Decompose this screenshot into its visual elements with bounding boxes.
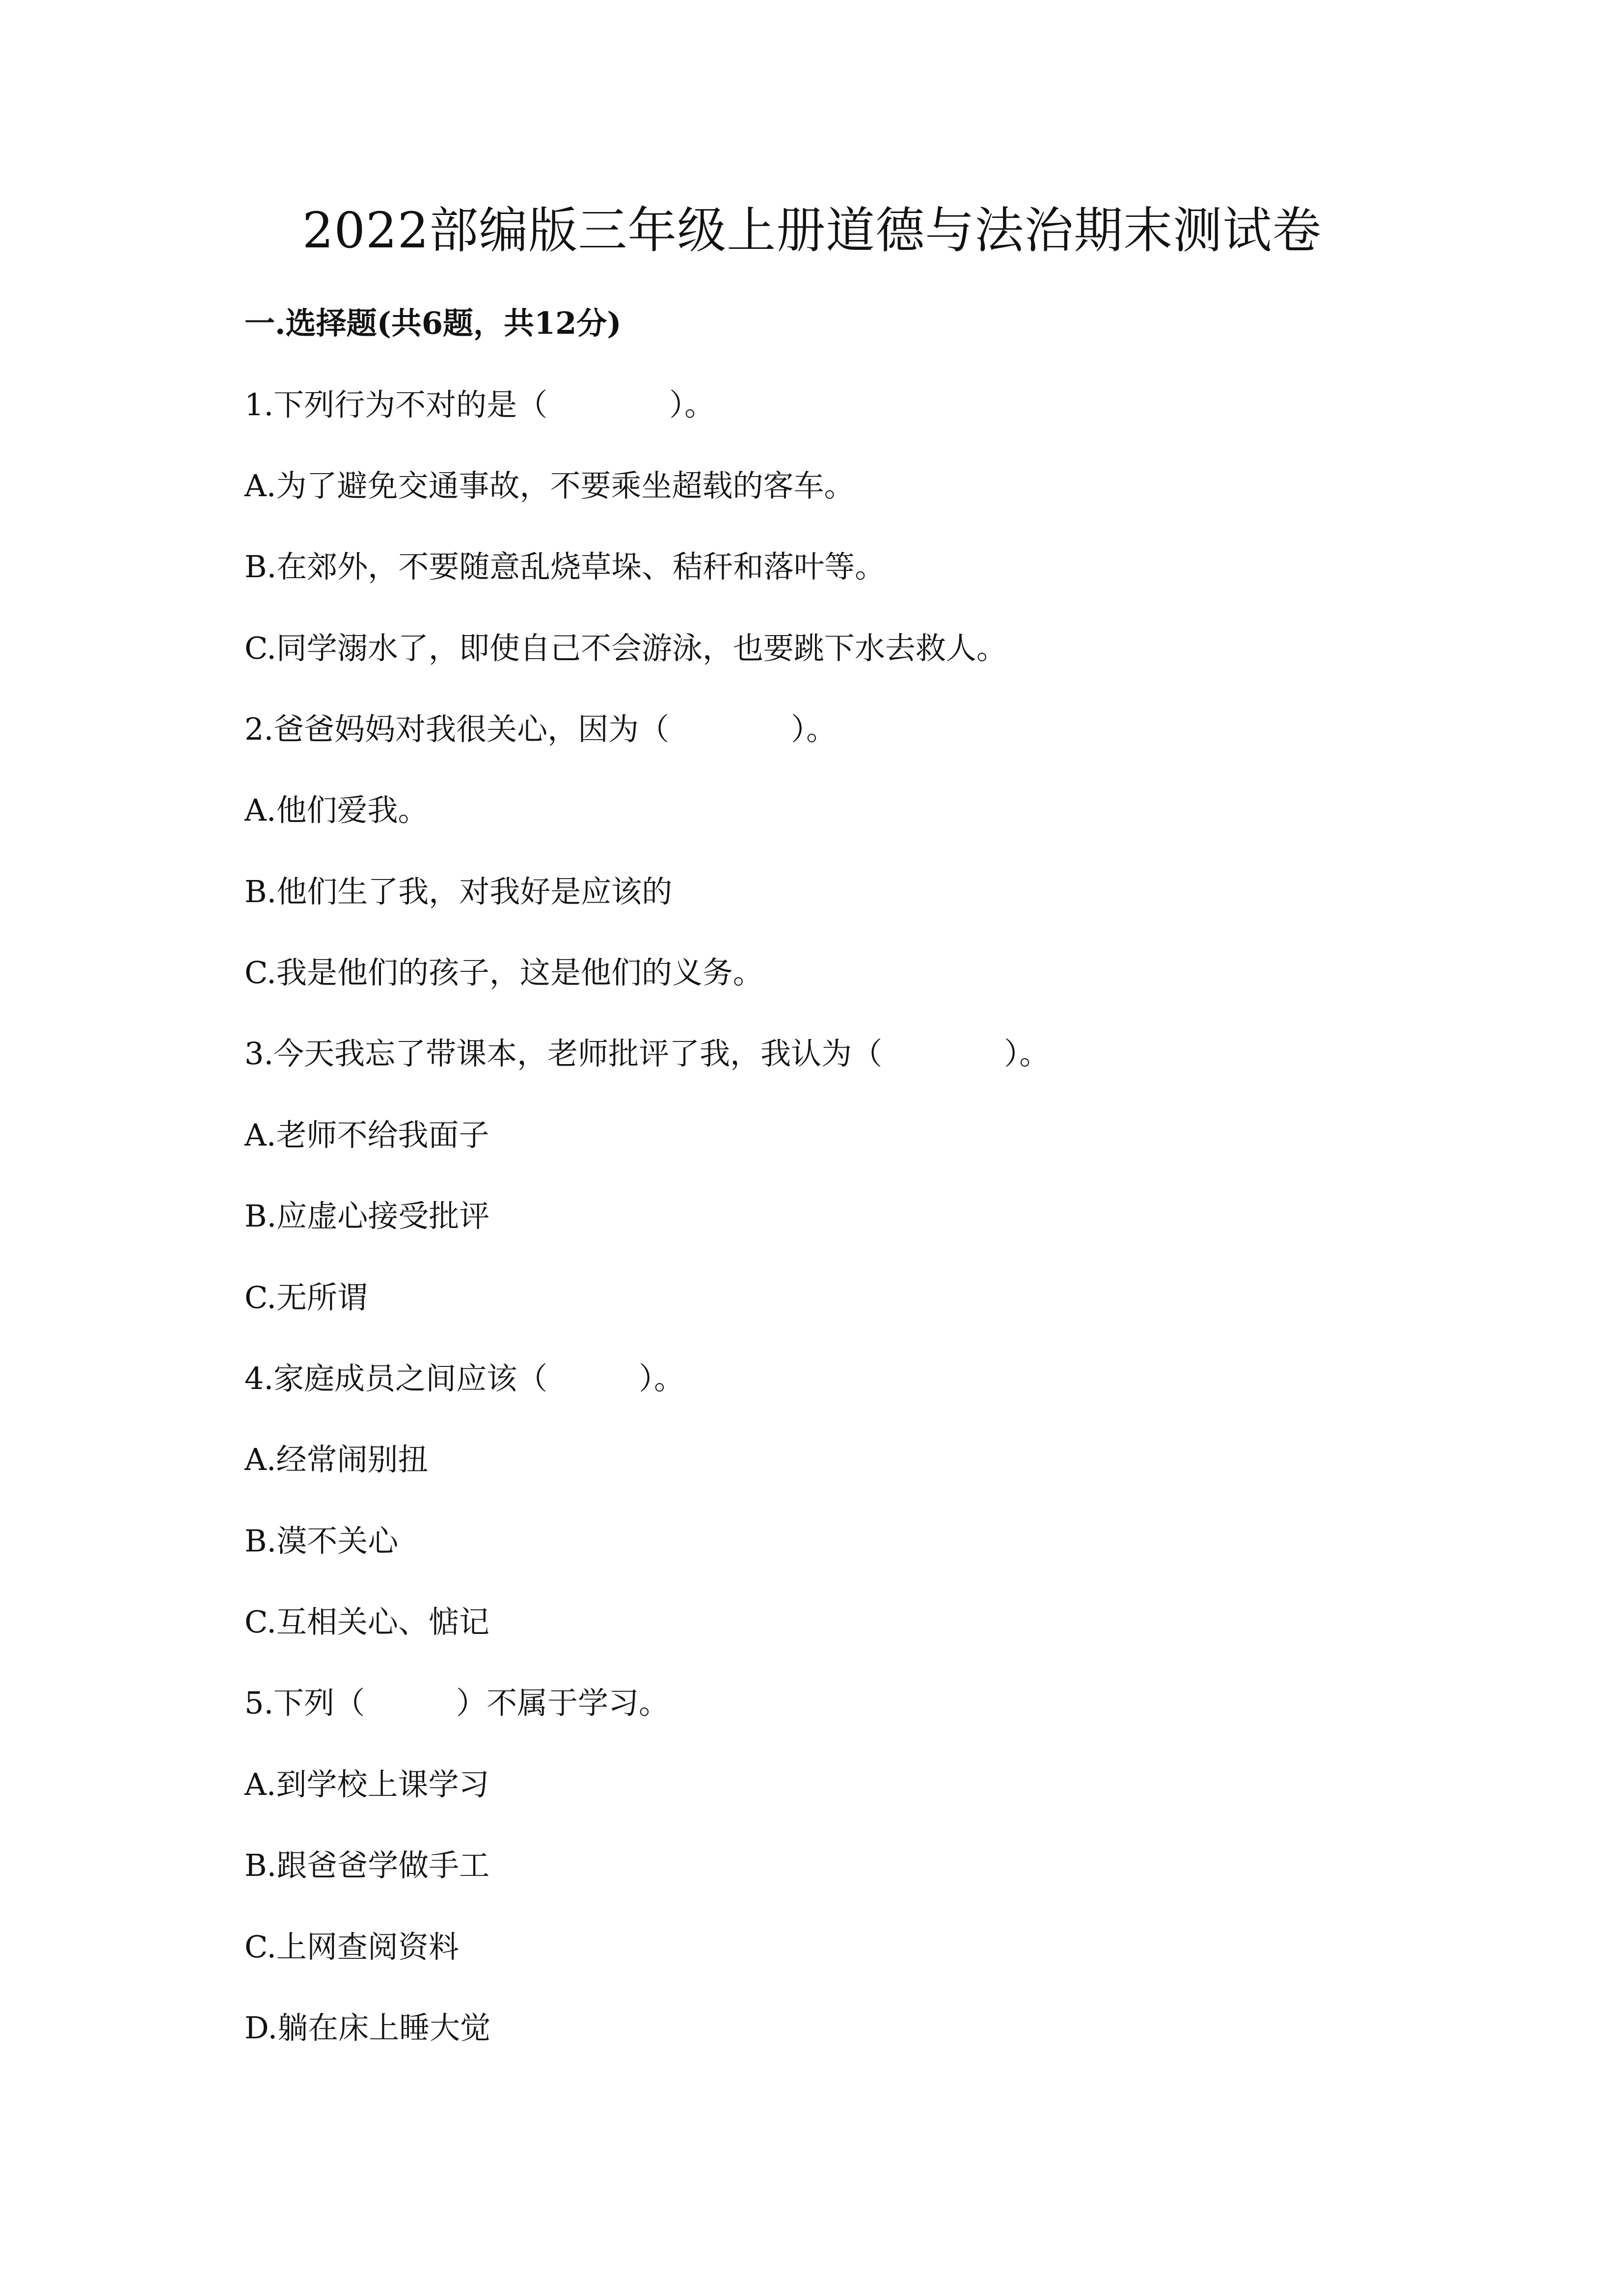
answer-option: A.为了避免交通事故，不要乘坐超载的客车。: [244, 468, 855, 504]
answer-option: B.漠不关心: [244, 1523, 399, 1559]
page-title: 2022部编版三年级上册道德与法治期末测试卷: [302, 202, 1322, 259]
answer-option: A.老师不给我面子: [244, 1117, 489, 1153]
answer-option: C.互相关心、惦记: [244, 1604, 489, 1640]
answer-option: A.经常闹别扭: [244, 1442, 429, 1477]
answer-option: B.应虚心接受批评: [244, 1198, 490, 1234]
answer-option: C.无所谓: [244, 1280, 368, 1315]
answer-option: D.躺在床上睡大觉: [244, 2010, 491, 2046]
answer-option: C.同学溺水了，即使自己不会游泳，也要跳下水去救人。: [244, 630, 1007, 666]
section-heading: 一.选择题(共6题，共12分): [244, 305, 622, 341]
answer-option: C.上网查阅资料: [244, 1929, 459, 1965]
answer-option: C.我是他们的孩子，这是他们的义务。: [244, 955, 763, 990]
answer-option: B.他们生了我，对我好是应该的: [244, 874, 673, 909]
question-stem: 2.爸爸妈妈对我很关心，因为（ ）。: [244, 711, 837, 747]
question-stem: 3.今天我忘了带课本，老师批评了我，我认为（ ）。: [244, 1036, 1050, 1071]
answer-option: B.在郊外，不要随意乱烧草垛、秸秆和落叶等。: [244, 549, 886, 585]
question-stem: 5.下列（ ）不属于学习。: [244, 1685, 670, 1721]
question-stem: 1.下列行为不对的是（ ）。: [244, 387, 715, 423]
answer-option: A.他们爱我。: [244, 792, 429, 828]
answer-option: A.到学校上课学习: [244, 1766, 489, 1802]
question-stem: 4.家庭成员之间应该（ ）。: [244, 1361, 685, 1396]
answer-option: B.跟爸爸学做手工: [244, 1847, 490, 1883]
